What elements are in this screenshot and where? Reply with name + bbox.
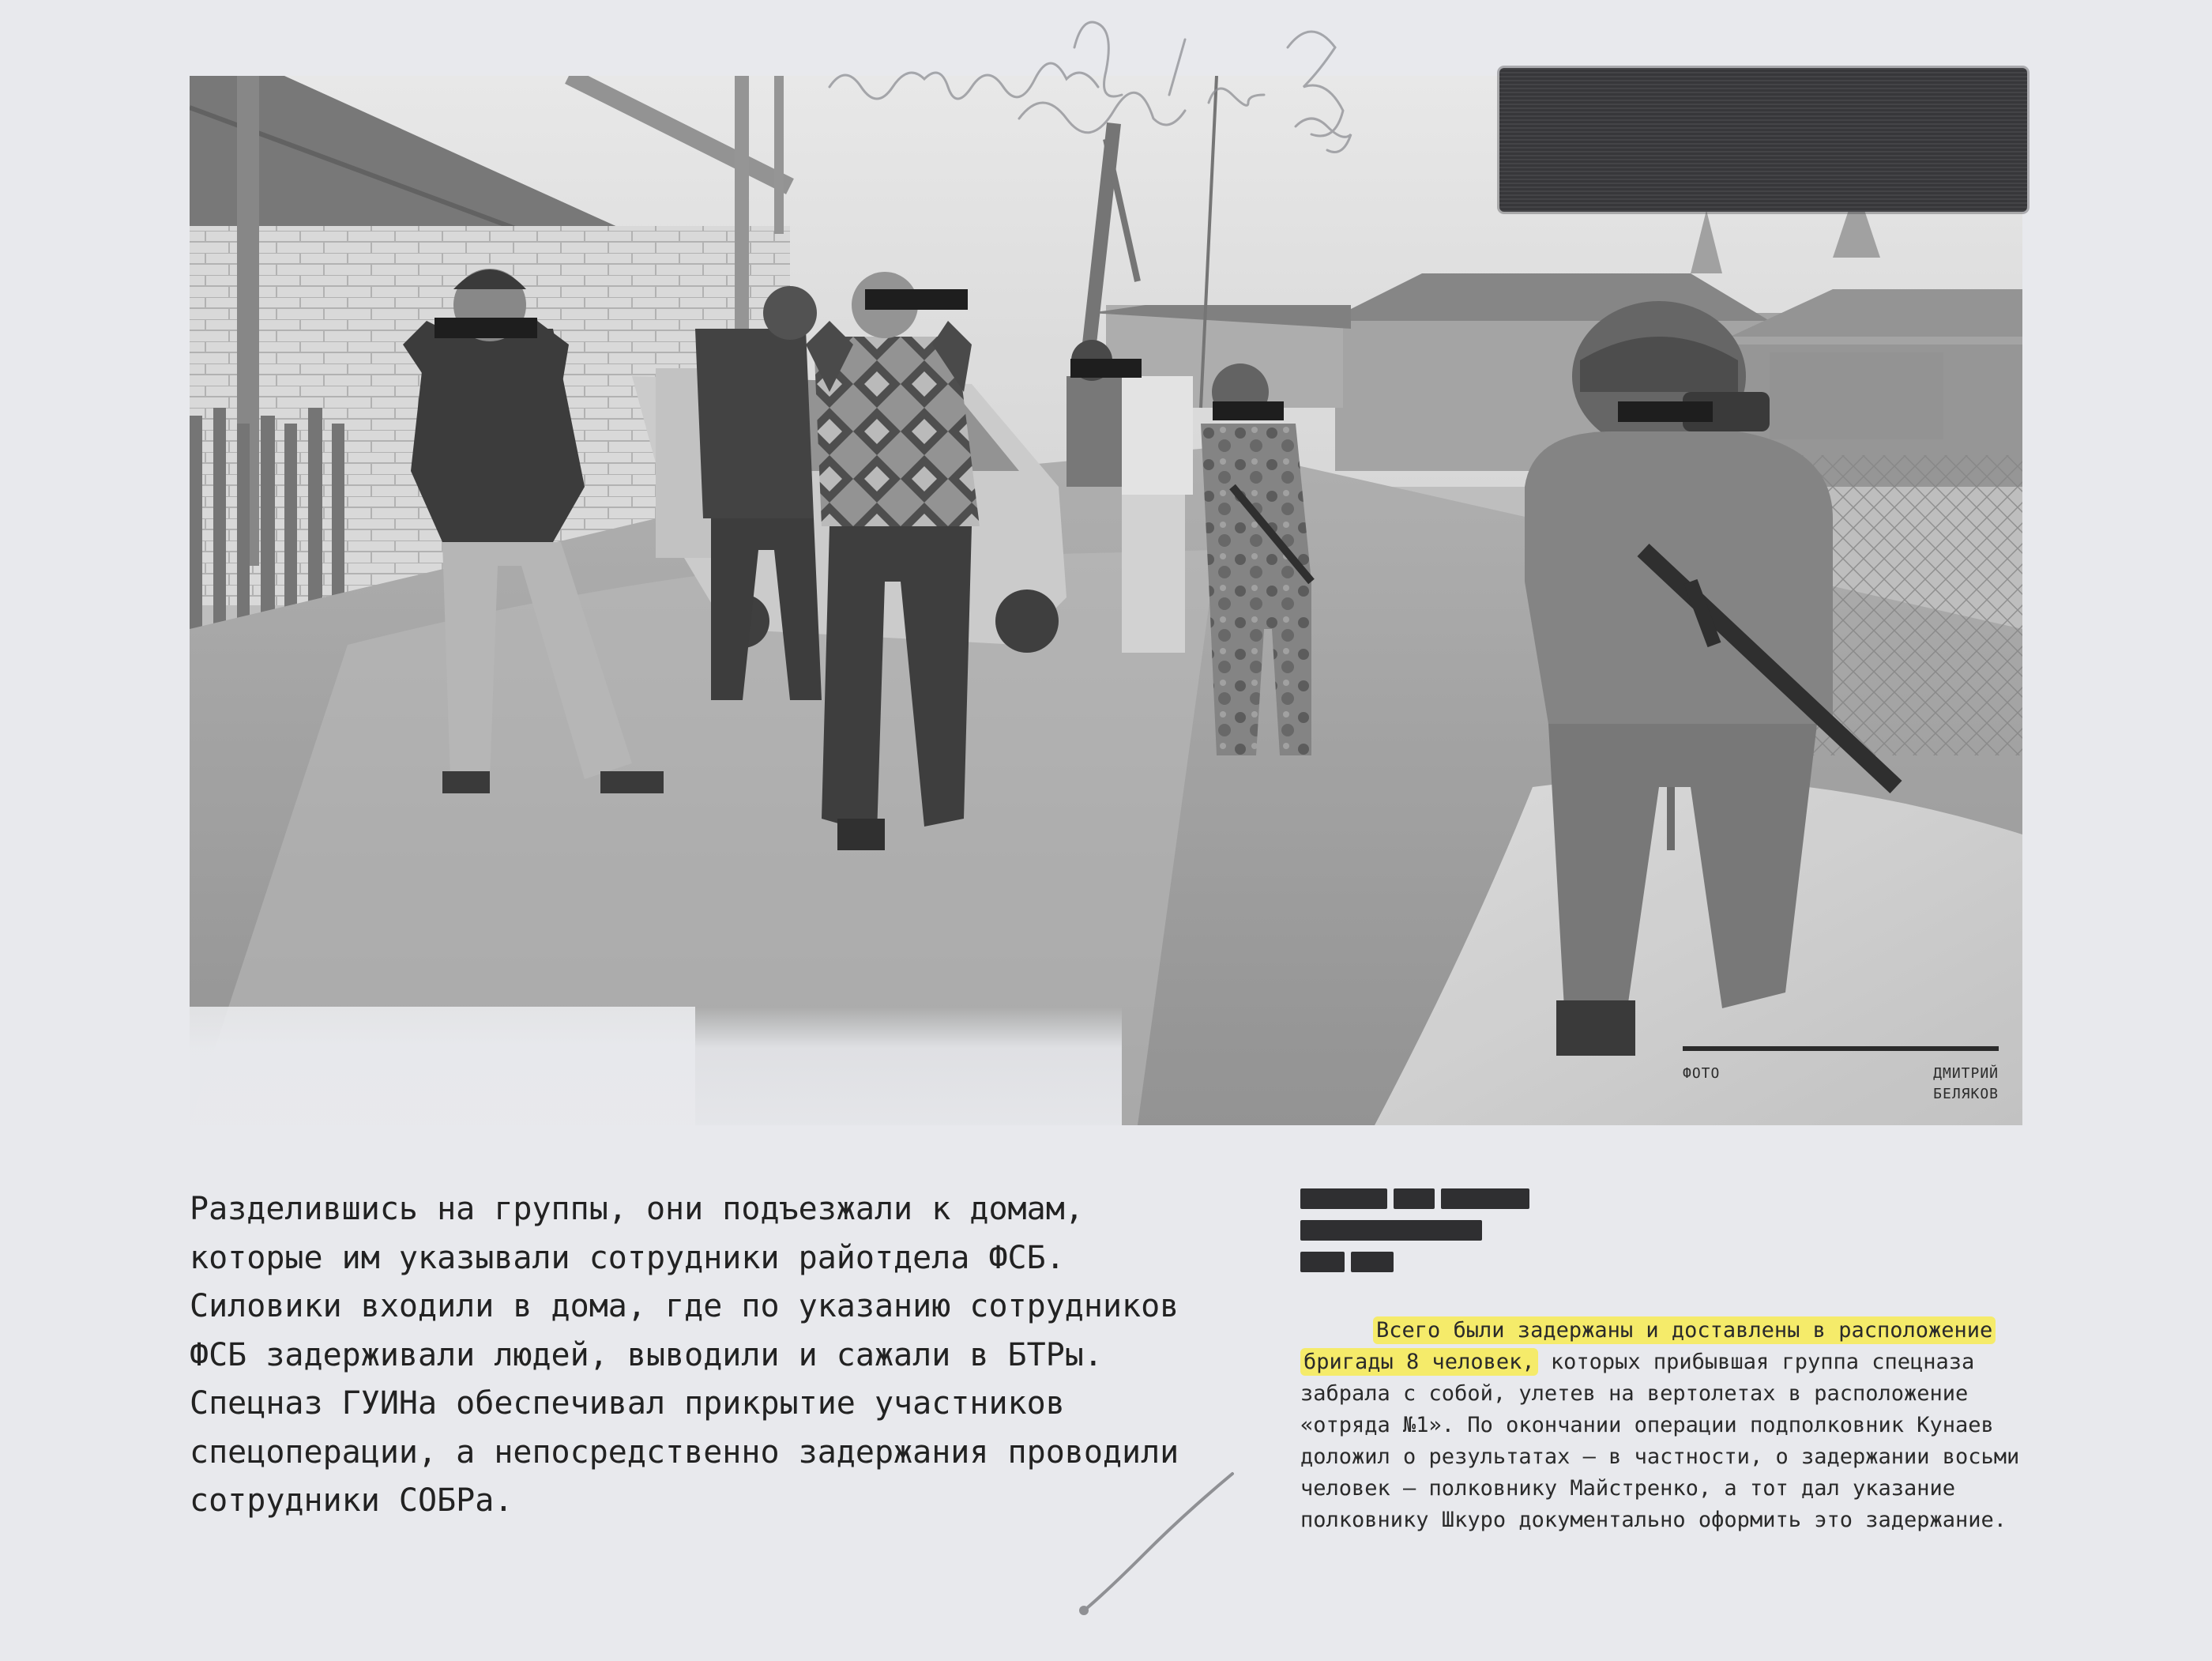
photo-credit-name <box>1933 1064 1999 1105</box>
photo-credit-name-last: БЕЛЯКОВ <box>1933 1086 1999 1102</box>
redaction-bar <box>1351 1252 1394 1272</box>
redacted-line <box>1300 1220 1553 1241</box>
photo <box>190 76 2022 1125</box>
side-paragraph-rest: которых прибывшая группа спецназа забрала с собой, улетев на вертолетах в расположение «отряда №1». По окончании операции подполковник Кунаев доложил о результатах — в частности, о задержании восьми человек — полковнику Майстренко, а тот дал указание полковнику Шкуро документально оформить это задержание. <box>1300 1350 2020 1532</box>
redaction-bar <box>1441 1188 1529 1209</box>
main-paragraph: Разделившись на группы, они подъезжали к домам, которые им указывали сотрудники райотдела ФСБ. Силовики входили в дома, где по указанию сотрудников ФСБ задерживали людей, выводили и сажали в БТРы. Спецназ ГУИНа обеспечивал прикрытие участников спецоперации, а непосредственно задержания проводили сотрудники СОБРа. <box>190 1191 1179 1519</box>
highlighted-text: Всего были задержаны и доставлены в расположение бригады 8 человек, <box>1300 1316 1996 1376</box>
photo-credit-name-first: ДМИТРИЙ <box>1933 1065 1999 1082</box>
redacted-heading <box>1300 1188 1553 1283</box>
redaction-bar <box>1300 1188 1387 1209</box>
redaction-bar <box>1394 1188 1435 1209</box>
pencil-stroke <box>1066 1466 1248 1624</box>
photo-torn-edge-fade <box>190 1007 1122 1125</box>
redacted-line <box>1300 1252 1553 1272</box>
photo-scene <box>190 76 2022 1125</box>
redaction-bar <box>1300 1220 1482 1241</box>
photo-credit <box>1683 1049 1999 1102</box>
side-paragraph <box>1300 1315 2027 1536</box>
redacted-line <box>1300 1188 1553 1209</box>
handwritten-note <box>814 0 1367 213</box>
photo-credit-label: ФОТО <box>1683 1065 1721 1082</box>
redaction-block <box>1499 68 2027 212</box>
redaction-bar <box>1300 1252 1345 1272</box>
